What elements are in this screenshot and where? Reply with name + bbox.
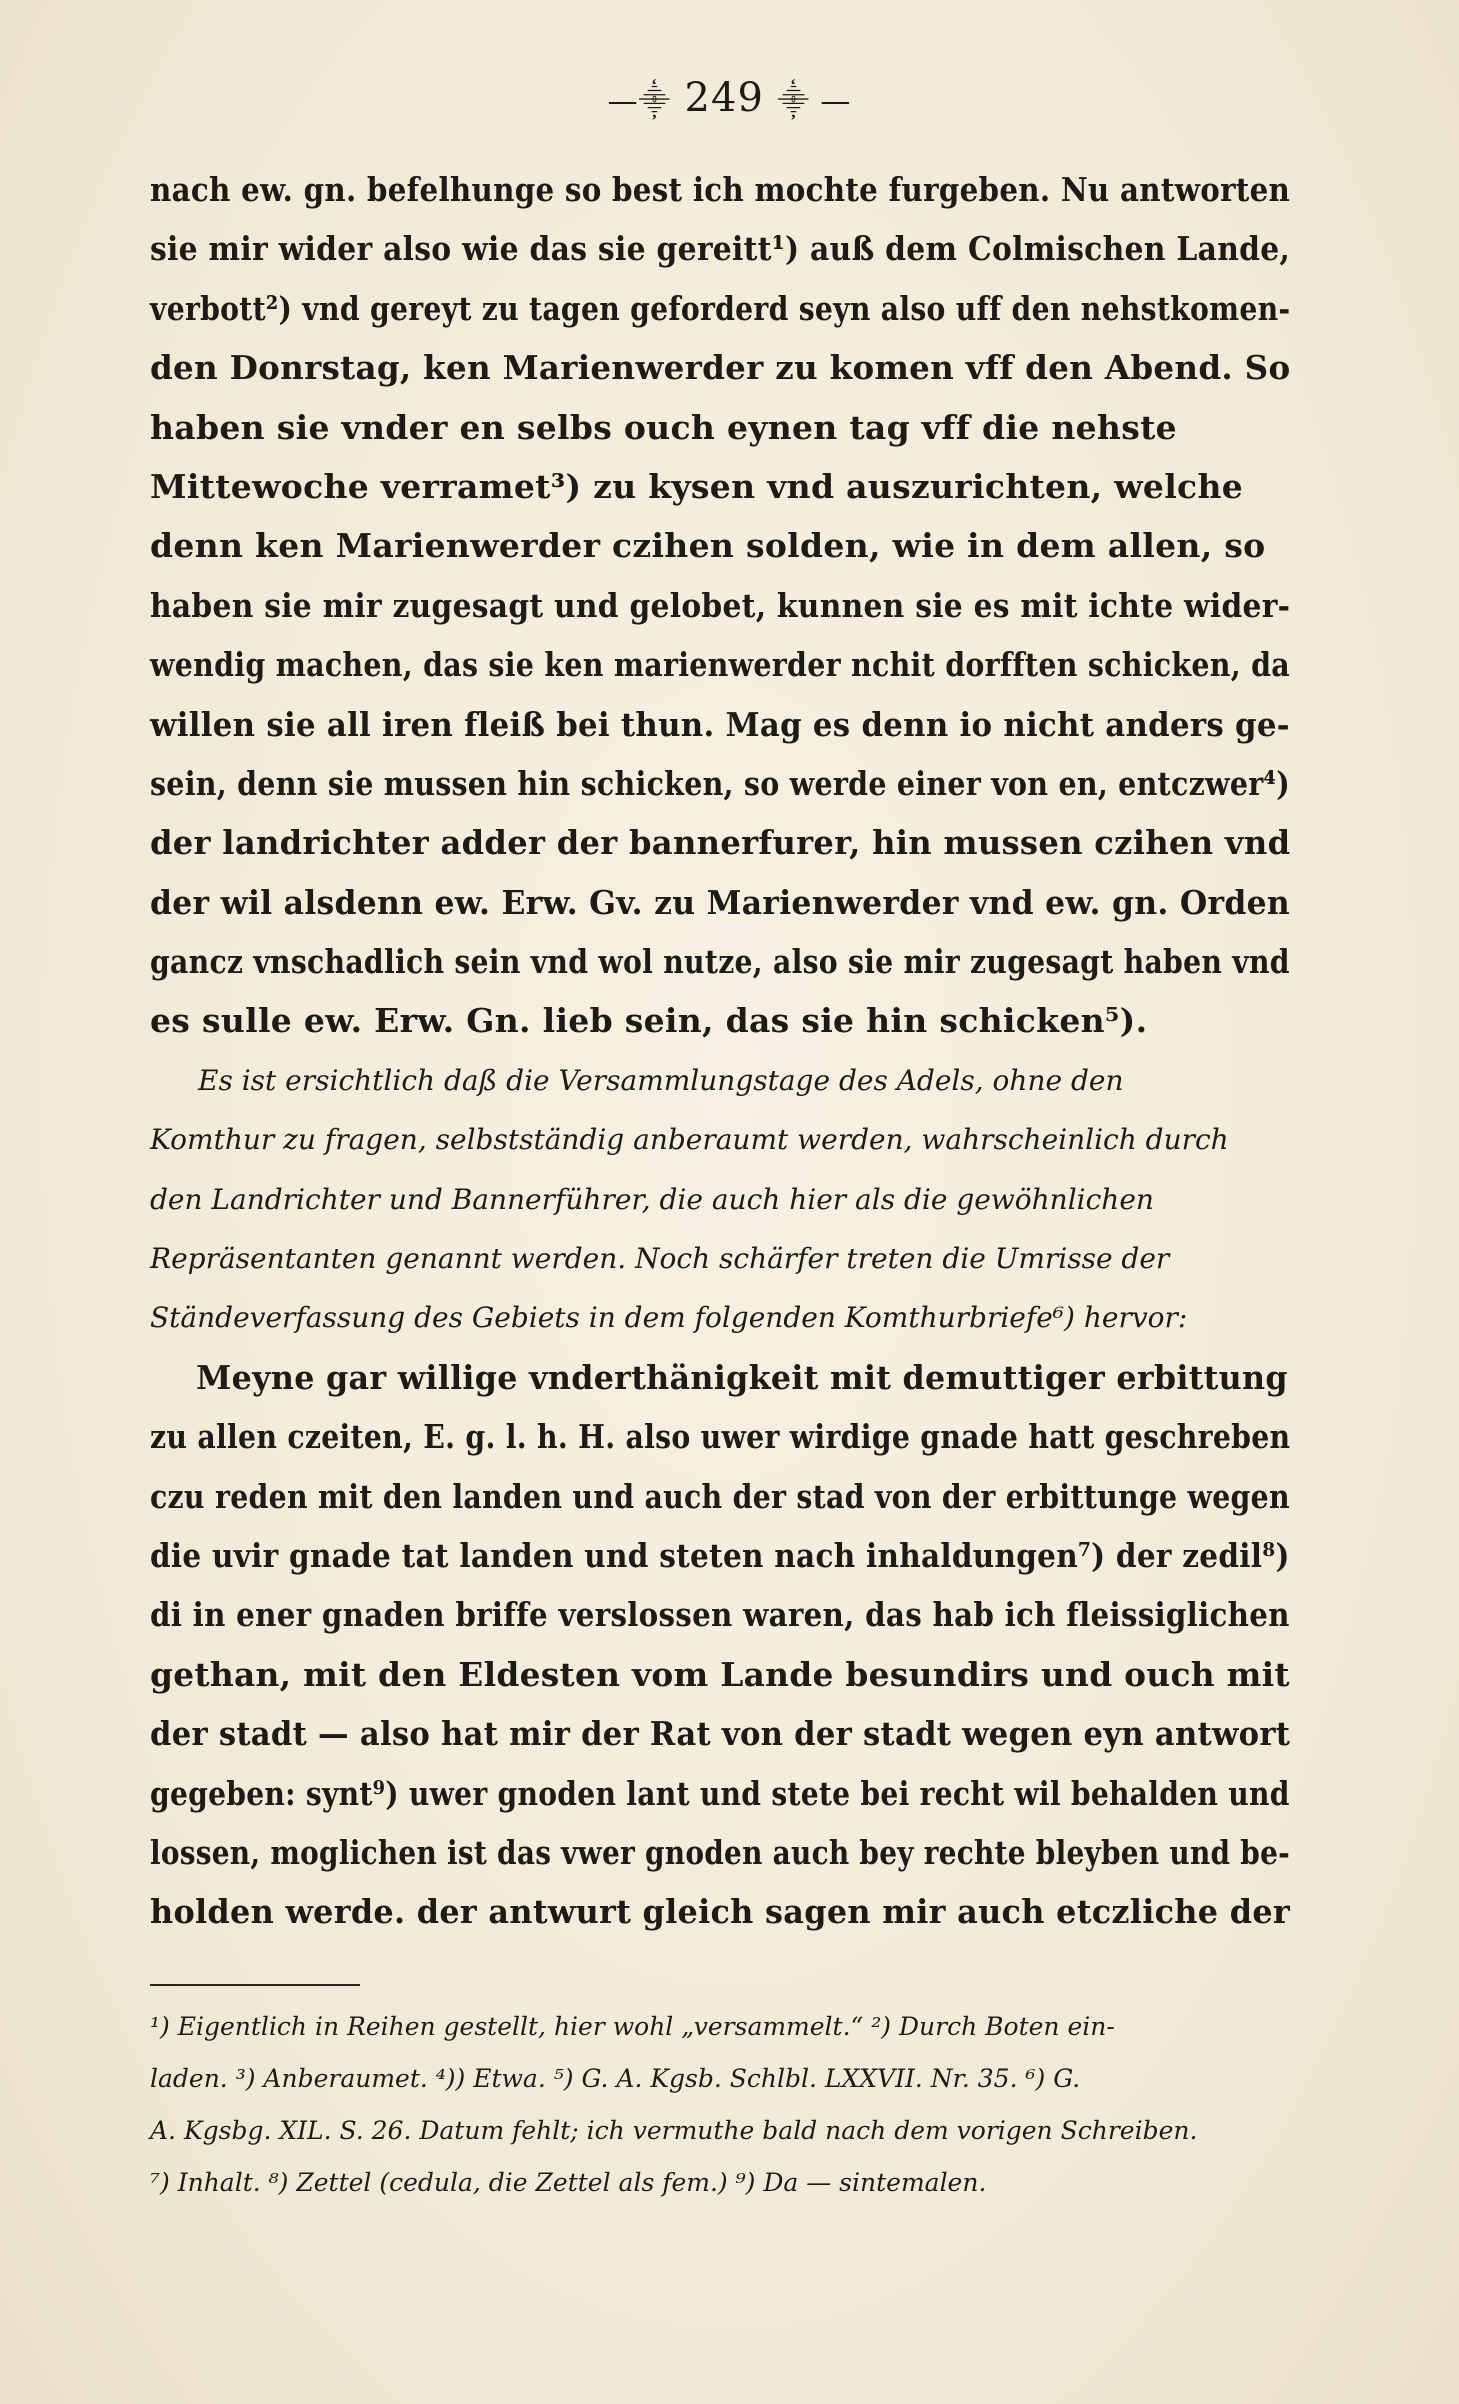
blackletter-text-line: gancz vnschadlich sein vnd wol nutze, also sie mir zugesagt haben vnd [150, 942, 1290, 982]
blackletter-text-line: es sulle ew. Erw. Gn. lieb sein, das sie hin schicken⁵). [150, 1001, 1148, 1041]
commentary-text-line: Ständeverfassung des Gebiets in dem folgenden Komthurbriefe⁶) hervor: [150, 1301, 1188, 1335]
commentary-text-line: Komthur zu fragen, selbstständig anberaumt werden, wahrscheinlich durch [150, 1123, 1229, 1157]
blackletter-text-line: sein, denn sie mussen hin schicken, so werde einer von en, entczwer⁴) [150, 763, 1290, 803]
header-ornament-left: —⸎ [607, 84, 671, 119]
blackletter-text-line: denn ken Marienwerder czihen solden, wie in dem allen, so [150, 526, 1266, 566]
blackletter-text-line: verbott²) vnd gereyt zu tagen geforderd seyn also uff den nehstkomen- [150, 288, 1291, 328]
blackletter-text-line: nach ew. gn. befelhunge so best ich mochte furgeben. Nu antworten [150, 170, 1291, 209]
commentary-text-line: Repräsentanten genannt werden. Noch schärfer treten die Umrisse der [150, 1242, 1170, 1276]
page-number: 249 [684, 75, 764, 121]
blackletter-text-line: haben sie vnder en selbs ouch eynen tag vff die nehste [150, 407, 1177, 447]
header-ornament-right: ⸎ — [777, 84, 852, 119]
blackletter-text-line: die uvir gnade tat landen und steten nach inhaldungen⁷) der zedil⁸) [150, 1535, 1290, 1575]
blackletter-text-line: holden werde. der antwurt gleich sagen mir auch etczliche der [150, 1892, 1290, 1932]
blackletter-text-line: lossen, moglichen ist das vwer gnoden auch bey rechte bleyben und be- [150, 1832, 1290, 1872]
blackletter-text-line: sie mir wider also wie das sie gereitt¹) auß dem Colmischen Lande, [150, 229, 1291, 269]
blackletter-text-line: den Donrstag, ken Marienwerder zu komen vff den Abend. So [150, 348, 1291, 388]
commentary-text-line: Es ist ersichtlich daß die Versammlungstage des Adels, ohne den [198, 1063, 1124, 1097]
blackletter-text-line: di in ener gnaden briffe verslossen waren, das hab ich fleissiglichen [150, 1595, 1290, 1635]
footnote-line: A. Kgsbg. XIL. S. 26. Datum fehlt; ich vermuthe bald nach dem vorigen Schreiben. [150, 2116, 1198, 2145]
blackletter-text-line: Meyne gar willige vnderthänigkeit mit demuttiger erbittung [196, 1357, 1288, 1397]
blackletter-text-line: gegeben: synt⁹) uwer gnoden lant und stete bei recht wil behalden und [150, 1773, 1290, 1813]
footnotes [150, 2001, 1290, 2209]
commentary-text-line: den Landrichter und Bannerführer, die auch hier als die gewöhnlichen [150, 1182, 1154, 1216]
blackletter-text-line: gethan, mit den Eldesten vom Lande besundirs und ouch mit [150, 1654, 1290, 1694]
footnote-divider [150, 1984, 360, 1986]
page-header [0, 70, 1459, 130]
blackletter-text-line: der landrichter adder der bannerfurer, hin mussen czihen vnd [150, 823, 1291, 863]
blackletter-text-line: willen sie all iren fleiß bei thun. Mag es denn io nicht anders ge- [150, 704, 1290, 744]
footnote-line: laden. ³) Anberaumet. ⁴)) Etwa. ⁵) G. A. Kgsb. Schlbl. LXXVII. Nr. 35. ⁶) G. [150, 2064, 1081, 2093]
footnote-line: ⁷) Inhalt. ⁸) Zettel (cedula, die Zettel als fem.) ⁹) Da — sintemalen. [150, 2168, 987, 2197]
footnote-line: ¹) Eigentlich in Reihen gestellt, hier wohl „versammelt.“ ²) Durch Boten ein- [150, 2012, 1115, 2041]
blackletter-text-line: der stadt — also hat mir der Rat von der stadt wegen eyn antwort [150, 1714, 1291, 1754]
blackletter-text-line: zu allen czeiten, E. g. l. h. H. also uwer wirdige gnade hatt geschreben [150, 1417, 1291, 1457]
blackletter-text-line: Mittewoche verramet³) zu kysen vnd auszurichten, welche [150, 466, 1244, 506]
blackletter-text-line: czu reden mit den landen und auch der stad von der erbittunge wegen [150, 1476, 1290, 1516]
blackletter-text-line: der wil alsdenn ew. Erw. Gv. zu Marienwerder vnd ew. gn. Orden [150, 882, 1291, 922]
blackletter-text-line: haben sie mir zugesagt und gelobet, kunnen sie es mit ichte wider- [150, 585, 1291, 625]
main-text [150, 160, 1290, 1942]
blackletter-text-line: wendig machen, das sie ken marienwerder nchit dorfften schicken, da [150, 645, 1290, 685]
